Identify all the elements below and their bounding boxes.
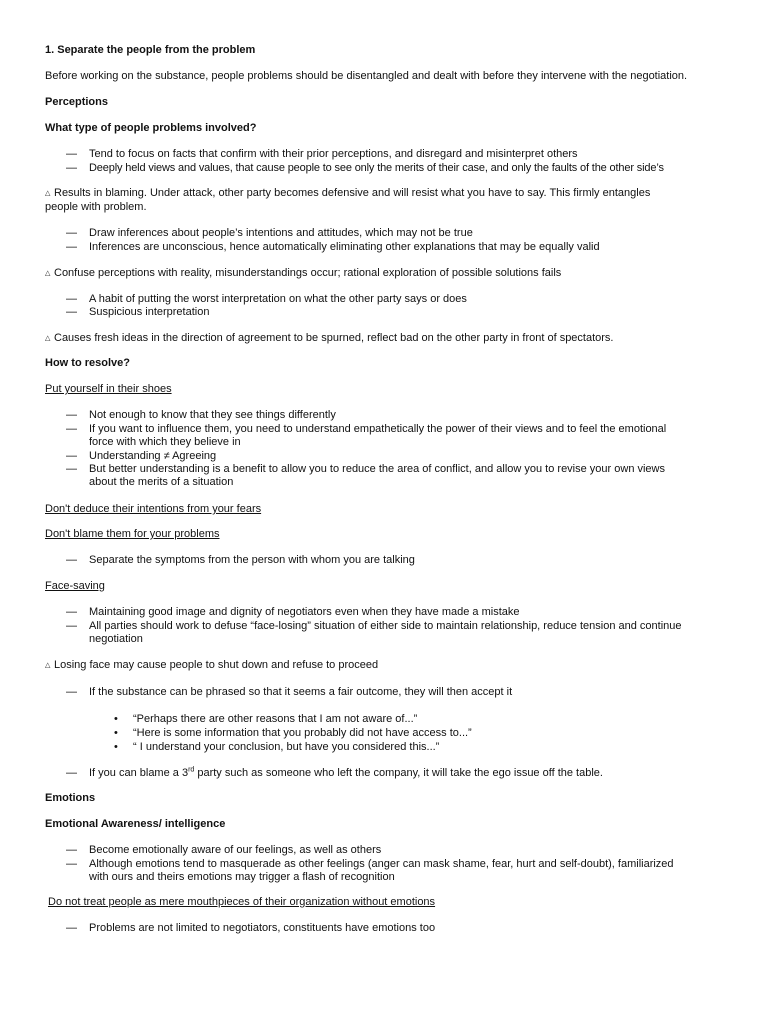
- list-item: But better understanding is a benefit to allow you to reduce the area of conflict, and allow you to revise your own views: [89, 463, 665, 475]
- dash-icon: —: [66, 686, 77, 698]
- arrow-note-text: Losing face may cause people to shut down and refuse to proceed: [54, 659, 379, 671]
- dash-icon: —: [66, 227, 77, 239]
- emotional-awareness-heading: Emotional Awareness/ intelligence: [45, 818, 226, 830]
- dash-icon: —: [66, 306, 77, 318]
- list-item: If you want to influence them, you need to understand empathetically the power of their views and to feel the emotional: [89, 423, 667, 435]
- arrow-note: [45, 659, 378, 672]
- bullet-icon: •: [114, 741, 118, 753]
- list-item: Understanding ≠ Agreeing: [89, 450, 217, 462]
- perceptions-heading: Perceptions: [45, 96, 108, 108]
- list-item: Inferences are unconscious, hence automatically eliminating other explanations that may be equally valid: [89, 241, 600, 253]
- section-heading: 1. Separate the people from the problem: [45, 44, 256, 56]
- list-item-text-rest: party such as someone who left the company, it will take the ego issue off the table.: [194, 767, 603, 779]
- list-item: Not enough to know that they see things differently: [89, 409, 336, 421]
- dash-icon: —: [66, 423, 77, 435]
- dash-icon: —: [66, 450, 77, 462]
- list-item-continuation: force with which they believe in: [89, 436, 241, 448]
- list-item: Deeply held views and values, that cause people to see only the merits of their case, and only the faults of the other side’s: [89, 162, 664, 174]
- subheading-dont-blame: Don't blame them for your problems: [45, 528, 220, 540]
- dash-icon: —: [66, 409, 77, 421]
- arrow-note: [45, 332, 614, 345]
- dash-icon: —: [66, 162, 77, 174]
- list-item-continuation: with ours and theirs emotions may trigger a flash of recognition: [89, 871, 395, 883]
- subheading-do-not-treat: Do not treat people as mere mouthpieces of their organization without emotions: [48, 896, 436, 908]
- list-item: Problems are not limited to negotiators, constituents have emotions too: [89, 922, 436, 934]
- list-item: All parties should work to defuse “face-losing” situation of either side to maintain relationship, reduce tension and continue: [89, 620, 682, 632]
- list-item-text: If you can blame a 3: [89, 767, 189, 779]
- arrow-note-text: Causes fresh ideas in the direction of agreement to be spurned, reflect bad on the other party in front of spectators.: [54, 332, 614, 344]
- triangle-arrow-icon: △: [45, 270, 51, 277]
- emotions-heading: Emotions: [45, 792, 96, 804]
- dash-icon: —: [66, 858, 77, 870]
- arrow-note-text: Confuse perceptions with reality, misunderstandings occur; rational exploration of possible solutions fails: [54, 267, 562, 279]
- triangle-arrow-icon: △: [45, 190, 51, 197]
- dash-icon: —: [66, 554, 77, 566]
- arrow-note: [45, 187, 650, 200]
- list-item: A habit of putting the worst interpretation on what the other party says or does: [89, 293, 467, 305]
- dash-icon: —: [66, 767, 77, 779]
- dash-icon: —: [66, 148, 77, 160]
- list-item-continuation: negotiation: [89, 633, 143, 645]
- how-to-resolve-heading: How to resolve?: [45, 357, 130, 369]
- triangle-arrow-icon: △: [45, 662, 51, 669]
- arrow-note-text: Results in blaming. Under attack, other party becomes defensive and will resist what you have to say. This firmly entangles: [54, 187, 651, 199]
- dash-icon: —: [66, 463, 77, 475]
- dash-icon: —: [66, 922, 77, 934]
- dash-icon: —: [66, 844, 77, 856]
- ordinal-suffix: rd: [188, 766, 195, 774]
- subheading-dont-deduce: Don't deduce their intentions from your fears: [45, 503, 262, 515]
- list-item: Draw inferences about people’s intentions and attitudes, which may not be true: [89, 227, 473, 239]
- list-item: Maintaining good image and dignity of negotiators even when they have made a mistake: [89, 606, 520, 618]
- list-item: Become emotionally aware of our feelings, as well as others: [89, 844, 382, 856]
- list-item: Separate the symptoms from the person with whom you are talking: [89, 554, 415, 566]
- dash-icon: —: [66, 606, 77, 618]
- subheading-put-yourself: Put yourself in their shoes: [45, 383, 172, 395]
- list-item: Although emotions tend to masquerade as other feelings (anger can mask shame, fear, hurt and self-doubt), familiarized: [89, 858, 674, 870]
- arrow-note: [45, 267, 561, 280]
- dash-icon: —: [66, 620, 77, 632]
- list-item: Tend to focus on facts that confirm with their prior perceptions, and disregard and misinterpret others: [89, 148, 578, 160]
- quote-item: “Perhaps there are other reasons that I am not aware of...”: [133, 713, 418, 725]
- bullet-icon: •: [114, 713, 118, 725]
- list-item-continuation: about the merits of a situation: [89, 476, 234, 488]
- dash-icon: —: [66, 241, 77, 253]
- subheading-face-saving: Face-saving: [45, 580, 105, 592]
- arrow-note-continuation: people with problem.: [45, 201, 147, 213]
- list-item: Suspicious interpretation: [89, 306, 210, 318]
- dash-icon: —: [66, 293, 77, 305]
- what-type-heading: What type of people problems involved?: [45, 122, 257, 134]
- quote-item: “Here is some information that you probably did not have access to...”: [133, 727, 472, 739]
- list-item: If the substance can be phrased so that it seems a fair outcome, they will then accept it: [89, 686, 513, 698]
- quote-item: “ I understand your conclusion, but have you considered this...”: [133, 741, 440, 753]
- triangle-arrow-icon: △: [45, 335, 51, 342]
- bullet-icon: •: [114, 727, 118, 739]
- list-item: [89, 767, 603, 780]
- intro-paragraph: Before working on the substance, people problems should be disentangled and dealt with before they intervene with the negotiation.: [45, 70, 688, 82]
